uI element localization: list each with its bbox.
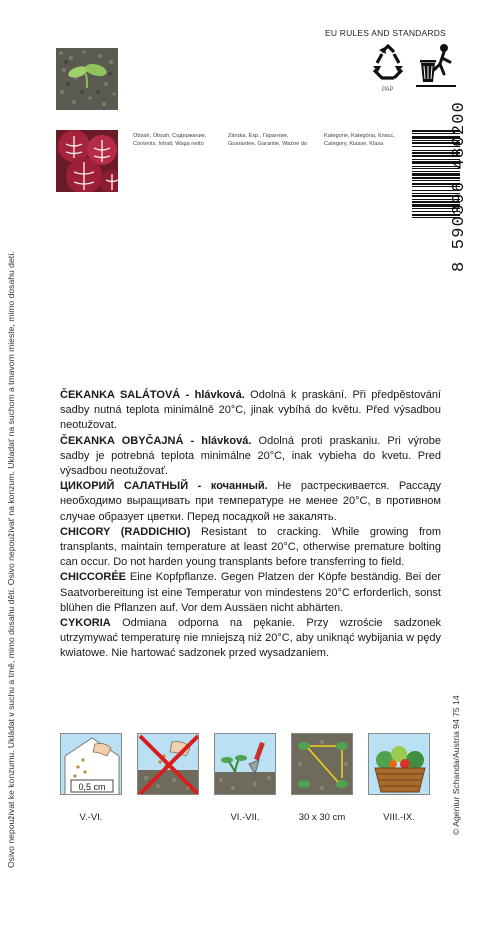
- contents-label: [133, 132, 206, 148]
- tidy-bin-icon: [414, 42, 458, 88]
- guarantee-label-line-2: Guarantee, Garantie, Ważne do: [228, 141, 308, 147]
- depth-label: 0,5 cm: [78, 782, 106, 792]
- category-label: [324, 132, 395, 148]
- guarantee-label: [228, 132, 307, 148]
- seedling-photo: [56, 48, 118, 110]
- radicchio-photo: [56, 130, 118, 192]
- harvest-basket-icon: [368, 733, 430, 795]
- barcode-digits: 8 590396 480200: [450, 100, 469, 272]
- desc-de: CHICCORÉE Eine Kopfpflanze. Gegen Platzen der Köpfe beständig. Bei der Saatvorbereitung ist eine Temperatur von mindestens 20°C erforderlich, sonst blühen die Pflanzen auf. Vor dem Aussäen nicht abhärten.: [60, 571, 441, 614]
- spacing-caption: 30 x 30 cm: [298, 812, 346, 823]
- transplant-icon: [214, 733, 276, 795]
- harvest-caption: VIII.-IX.: [383, 812, 415, 823]
- desc-en: CHICORY (RADDICHIO) Resistant to cracking. While growing from transplants, maintain temperature at least 20°C, otherwise premature bolting can occur. Do not harden young transplants before transferring to field.: [60, 525, 441, 569]
- sow-indoors-icon: [60, 733, 122, 795]
- contents-label-line-2: Contents, Inhalt, Waga netto: [133, 141, 204, 147]
- transplant-caption: VI.-VII.: [230, 812, 260, 823]
- description-block: [60, 388, 441, 662]
- pap-label: PAP: [382, 87, 394, 93]
- contents-label-line-1: Obsah, Obsah, Содержание,: [133, 133, 207, 139]
- category-label-line-1: Kategorie, Kategória, Класс,: [324, 133, 395, 139]
- desc-cz: ČEKANKA SALÁTOVÁ - hlávková. Odolná k praskání. Při předpěstování sadby nutná teplota minimálně 20°C, jinak vybíhá do květu. Před výsadbou neotužovat.: [60, 389, 441, 432]
- category-label-line-2: Category, Klasse, Klasa: [324, 141, 384, 147]
- desc-pl: CYKORIA Odmiana odporna na pękanie. Przy wzroście sadzonek utrzymywać temperaturę nie mniejszą niż 20°C, aby uniknąć wybijania w pędy kwiatowe. Nie hartować sadzonek przed wysadzaniem.: [60, 617, 441, 660]
- eu-rules-title: EU RULES AND STANDARDS: [325, 28, 446, 38]
- sow-indoors-caption: V.-VI.: [79, 812, 103, 823]
- no-direct-sowing-icon: [137, 733, 199, 795]
- desc-sk: ČEKANKA OBYČAJNÁ - hlávková. Odolná proti praskaniu. Pri výrobe sadby je potrebná teplota minimálne 20°C, inak vybieha do kvetu. Pred výsadbou neotužovať.: [60, 434, 441, 478]
- copyright-text: © Agentur Schanda/Austria 94 75 14: [451, 695, 461, 835]
- recycle-icon: [368, 44, 408, 84]
- spacing-icon: [291, 733, 353, 795]
- desc-ru: ЦИКОРИЙ САЛАТНЫЙ - кочанный. Не растрескивается. Рассаду необходимо выращивать при температуре не менее 20°C, в противном случае образует цветки. Перед посадкой не закалять.: [60, 480, 442, 523]
- storage-warning-text: Osivo nepoužívat ke konzumu. Ukládat v suchu a tmě, mimo dosahu dětí. Osivo nepoužívať na konzum. Ukladať na suchom a tmavom mieste, mimo dosahu detí.: [6, 251, 16, 868]
- guarantee-label-line-1: Záruka, Exp., Гарантия,: [228, 133, 289, 139]
